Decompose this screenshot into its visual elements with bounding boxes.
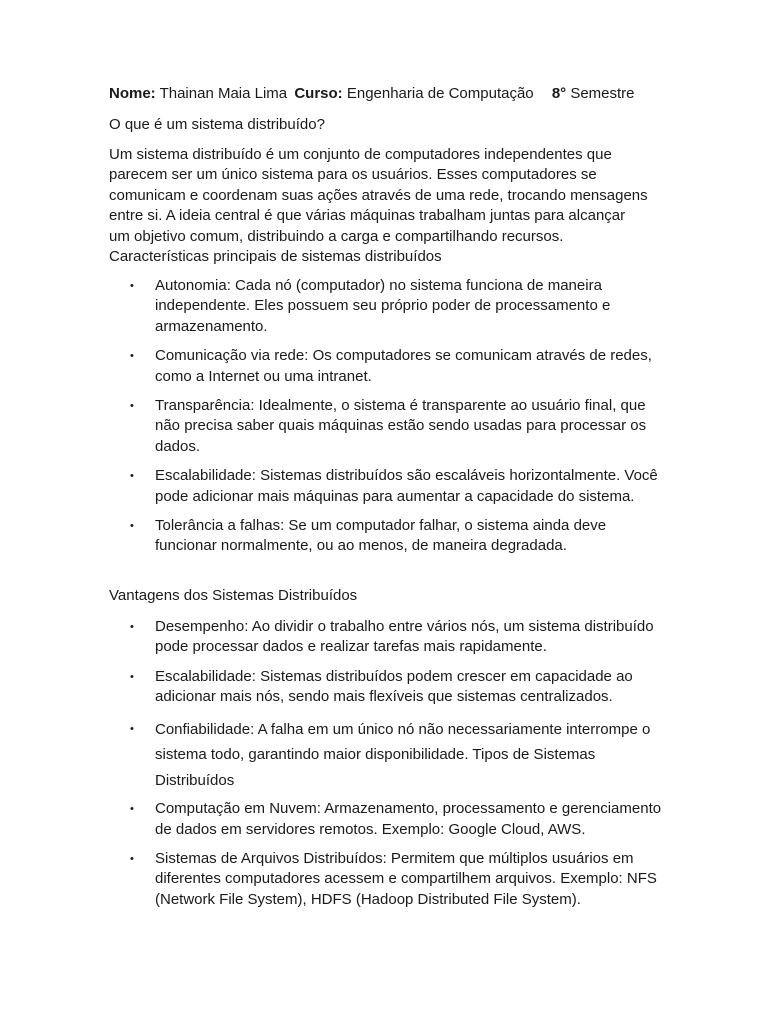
bullet-icon: • (130, 621, 134, 633)
semestre-label: 8° (551, 85, 567, 102)
list-item-text: Escalabilidade: Sistemas distribuídos são escaláveis horizontalmente. Você pode adicionar mais máquinas para aumentar a capacidade do sistema. (155, 467, 658, 505)
list-item-text: Computação em Nuvem: Armazenamento, processamento e gerenciamento de dados em servidores remotos. Exemplo: Google Cloud, AWS. (155, 800, 662, 838)
question-heading: O que é um sistema distribuído? (109, 116, 325, 133)
bullet-icon: • (130, 400, 134, 413)
bullet-icon: • (130, 803, 134, 816)
list-item-text: Tolerância a falhas: Se um computador falhar, o sistema ainda deve funcionar normalmente, ou ao menos, de maneira degradada. (155, 517, 607, 555)
nome-label: Nome: (109, 85, 156, 102)
semestre-value: Semestre (570, 85, 635, 102)
bullet-icon: • (130, 520, 134, 533)
list-item-text: Confiabilidade: A falha em um único nó não necessariamente interrompe o sistema todo, garantindo maior disponibilidade. Tipos de Sistemas Distribuídos (155, 720, 651, 789)
intro-paragraph: Um sistema distribuído é um conjunto de computadores independentes que parecem ser um único sistema para os usuários. Esses computadores se comunicam e coordenam suas ações através de uma rede, trocando mensagens entre si. A ideia central é que várias máquinas trabalham juntas para alcançar um objetivo comum, distribuindo a carga e compartilhando recursos. Características principais de sistemas distribuídos (109, 146, 648, 266)
list-item (109, 516, 669, 557)
list-item (109, 276, 669, 337)
bullet-icon: • (130, 670, 134, 683)
list-item-text: Autonomia: Cada nó (computador) no sistema funciona de maneira independente. Eles possuem seu próprio poder de processamento e armazenamento. (155, 277, 611, 335)
advantages-list (109, 617, 669, 910)
list-item (109, 667, 669, 708)
list-item-text: Desempenho: Ao dividir o trabalho entre vários nós, um sistema distribuído pode processar dados e realizar tarefas mais rapidamente. (155, 618, 654, 656)
list-item (109, 849, 669, 910)
characteristics-list (109, 276, 669, 557)
nome-value: Thainan Maia Lima (159, 85, 288, 102)
list-item (109, 466, 669, 507)
advantages-heading: Vantagens dos Sistemas Distribuídos (109, 587, 358, 604)
list-item (109, 799, 669, 840)
list-item (109, 617, 669, 658)
bullet-icon: • (130, 280, 134, 292)
bullet-icon: • (130, 852, 134, 865)
list-item (109, 396, 669, 457)
list-item-text: Sistemas de Arquivos Distribuídos: Permitem que múltiplos usuários em diferentes computadores acessem e compartilhem arquivos. Exemplo: NFS (Network File System), HDFS (Hadoop Distributed File System). (155, 849, 657, 908)
bullet-icon: • (130, 470, 134, 483)
bullet-icon: • (130, 722, 134, 735)
list-item (109, 346, 669, 387)
curso-value: Engenharia de Computação (346, 85, 534, 102)
bullet-icon: • (130, 350, 134, 363)
list-item-text: Comunicação via rede: Os computadores se comunicam através de redes, como a Internet ou uma intranet. (155, 347, 652, 385)
curso-label: Curso: (294, 85, 343, 102)
list-item (109, 717, 669, 794)
list-item-text: Escalabilidade: Sistemas distribuídos podem crescer em capacidade ao adicionar mais nós, sendo mais flexíveis que sistemas centralizados. (155, 667, 633, 706)
header-line (109, 84, 635, 104)
list-item-text: Transparência: Idealmente, o sistema é transparente ao usuário final, que não precisa saber quais máquinas estão sendo usadas para processar os dados. (155, 397, 647, 455)
